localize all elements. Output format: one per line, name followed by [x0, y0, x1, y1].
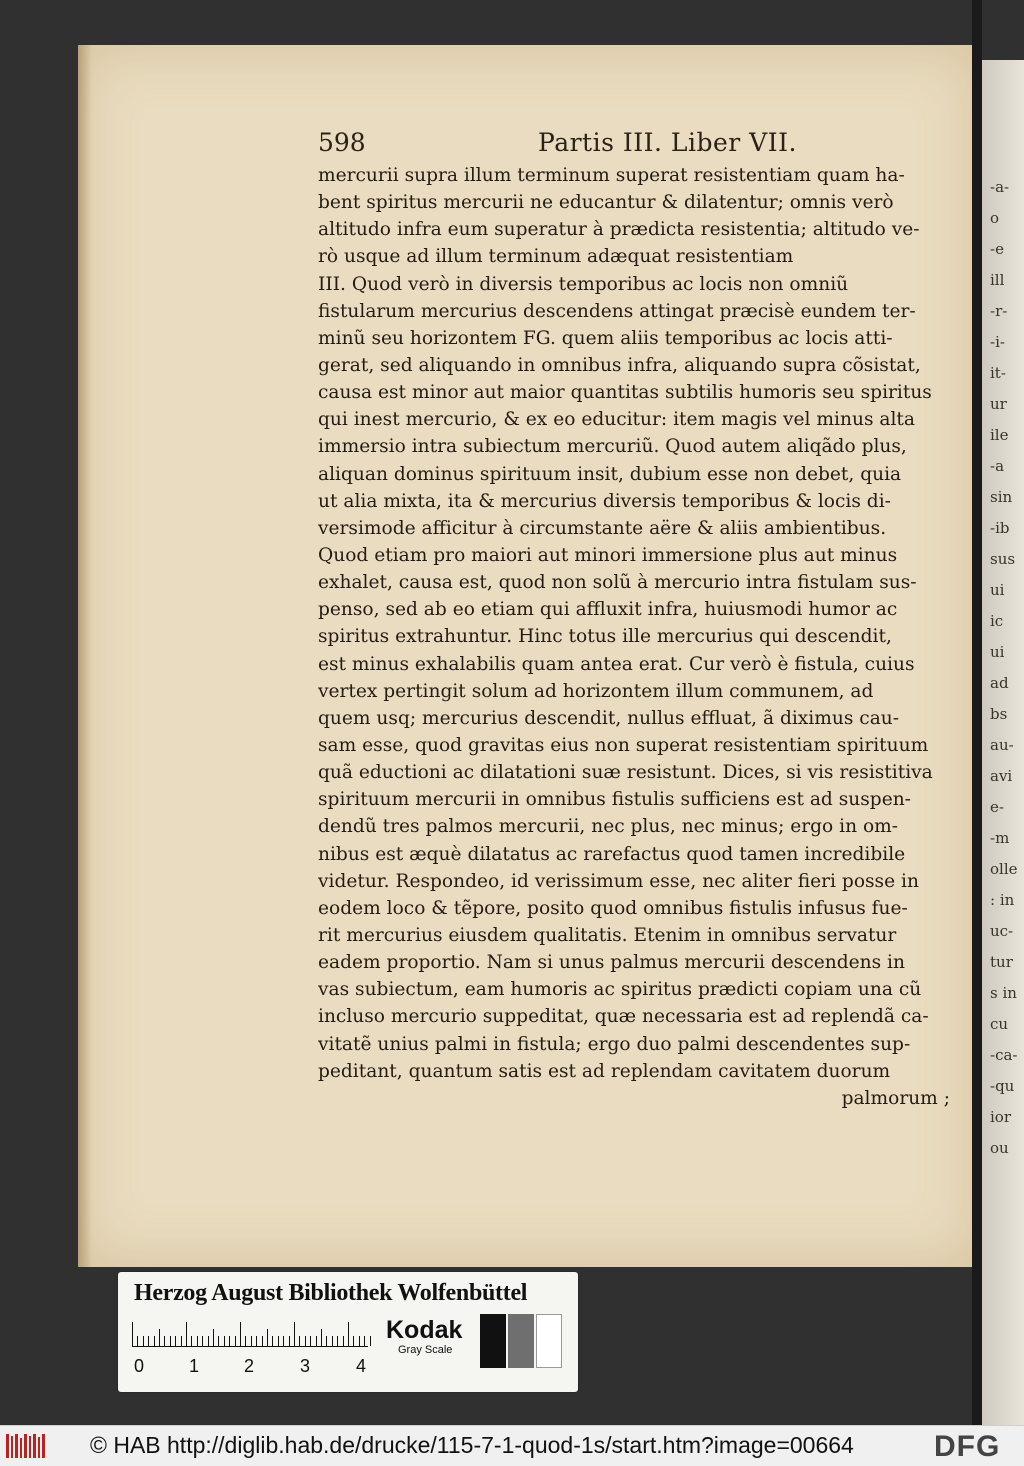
page-number: 598: [318, 128, 366, 157]
text-line: exhalet, causa est, quod non solũ à mercurio intra fistulam sus-: [318, 572, 917, 594]
ruler-tick: [359, 1336, 360, 1346]
text-line: spirituum mercurii in omnibus fistulis sufficiens est ad suspen-: [318, 789, 911, 811]
ruler-tick: [197, 1336, 198, 1346]
facing-page-text: ui: [990, 581, 1005, 599]
text-line: incluso mercurio suppeditat, quæ necessaria est ad replendã ca-: [318, 1006, 929, 1028]
text-line: III. Quod verò in diversis temporibus ac locis non omniũ: [318, 273, 849, 295]
ruler-tick: [181, 1336, 182, 1346]
text-line: Quod etiam pro maiori aut minori immersione plus aut minus: [318, 544, 898, 566]
ruler-tick: [235, 1336, 236, 1346]
facing-page-text: -e: [990, 240, 1004, 258]
facing-page-text: tur: [990, 953, 1013, 971]
text-line: vitatẽ unius palmi in fistula; ergo duo palmi descendentes sup-: [318, 1033, 911, 1055]
text-line: fistularum mercurius descendens attingat præcisè eundem ter-: [318, 300, 916, 322]
facing-page-text: ior: [990, 1108, 1011, 1126]
swatch-black: [480, 1314, 506, 1368]
facing-page-text: bs: [990, 705, 1008, 723]
text-line: est minus exhalabilis quam antea erat. Cur verò è fistula, cuius: [318, 653, 915, 675]
text-line: penso, sed ab eo etiam qui affluxit infra, huiusmodi humor ac: [318, 599, 898, 621]
ruler-tick: [224, 1336, 225, 1346]
facing-page-text: -ca-: [990, 1046, 1018, 1064]
catchword: palmorum ;: [841, 1087, 950, 1109]
text-line: videtur. Respondeo, id verissimum esse, nec aliter fieri posse in: [318, 870, 919, 892]
text-line: rò usque ad illum terminum adæquat resistentiam: [318, 246, 794, 268]
dfg-logo: DFG: [934, 1430, 1001, 1463]
ruler-tick: [364, 1336, 365, 1346]
ruler-tick: [132, 1322, 133, 1346]
facing-page-text: ui: [990, 643, 1005, 661]
facing-page-text: sus: [990, 550, 1016, 568]
facing-page-text: -a: [990, 457, 1005, 475]
page-edge: [78, 45, 92, 1267]
ruler-number: 2: [244, 1356, 255, 1376]
ruler-tick: [332, 1336, 333, 1346]
facing-page-text: ad: [990, 674, 1009, 692]
viewer-footer: [0, 1425, 1024, 1466]
ruler-tick: [299, 1336, 300, 1346]
ruler-tick: [267, 1329, 268, 1346]
text-line: sam esse, quod gravitas eius non superat resistentiam spirituum: [318, 734, 929, 756]
color-calibration-card: [118, 1272, 578, 1392]
facing-page-text: ur: [990, 395, 1007, 413]
book-binding: [972, 0, 982, 1425]
facing-page-text: -m: [990, 829, 1010, 847]
facing-page-text: -r-: [990, 302, 1008, 320]
ruler-tick: [175, 1336, 176, 1346]
ruler-tick: [245, 1336, 246, 1346]
text-line: quem usq; mercurius descendit, nullus effluat, ã diximus cau-: [318, 707, 900, 729]
ruler-tick: [159, 1329, 160, 1346]
ruler-tick: [191, 1336, 192, 1346]
ruler-tick: [240, 1322, 241, 1346]
ruler-tick: [370, 1336, 371, 1346]
ruler-tick: [305, 1336, 306, 1346]
text-line: qui inest mercurio, & ex eo educitur: item magis vel minus alta: [318, 409, 915, 431]
running-head: Partis III. Liber VII.: [538, 128, 797, 157]
facing-page-text: : in: [990, 891, 1015, 909]
body-text: [318, 162, 950, 1112]
ruler-number: 0: [134, 1356, 145, 1376]
ruler-tick: [164, 1336, 165, 1346]
ruler-tick: [272, 1336, 273, 1346]
text-line: nibus est æquè dilatatus ac rarefactus quod tamen incredibile: [318, 843, 906, 865]
ruler-tick: [316, 1336, 317, 1346]
ruler-tick: [337, 1336, 338, 1346]
text-line: causa est minor aut maior quantitas subtilis humoris seu spiritus: [318, 382, 932, 404]
ruler-tick: [251, 1336, 252, 1346]
ruler-tick: [326, 1336, 327, 1346]
ruler-tick: [143, 1336, 144, 1346]
ruler-tick: [229, 1336, 230, 1346]
institution-name: Herzog August Bibliothek Wolfenbüttel: [134, 1280, 528, 1306]
swatch-gray: [508, 1314, 534, 1368]
facing-page-text: au-: [990, 736, 1014, 754]
ruler-tick: [154, 1336, 155, 1346]
ruler-tick: [262, 1336, 263, 1346]
facing-page-text: ou: [990, 1139, 1009, 1157]
ruler-tick: [353, 1336, 354, 1346]
ruler-tick: [170, 1336, 171, 1346]
ruler-tick: [278, 1336, 279, 1346]
text-line: mercurii supra illum terminum superat resistentiam quam ha-: [318, 165, 905, 186]
text-line: ut alia mixta, ita & mercurius diversis temporibus & locis di-: [318, 490, 891, 512]
facing-page-text: it-: [990, 364, 1006, 382]
facing-page-fragment: [982, 60, 1024, 1425]
ruler-tick: [283, 1336, 284, 1346]
facing-page-text: -ib: [990, 519, 1010, 537]
facing-page-text: sin: [990, 488, 1013, 506]
ruler-tick: [256, 1336, 257, 1346]
facing-page-text: -qu: [990, 1077, 1015, 1095]
facing-page-text: s in: [990, 984, 1017, 1002]
facing-page-text: -i-: [990, 333, 1005, 351]
ruler-tick: [218, 1336, 219, 1346]
facing-page-text: e-: [990, 798, 1004, 816]
text-line: quã eductioni ac dilatationi suæ resistunt. Dices, si vis resistitiva: [318, 762, 933, 784]
text-line: gerat, sed aliquando in omnibus infra, aliquando supra cõsistat,: [318, 354, 921, 376]
ruler-tick: [289, 1336, 290, 1346]
text-line: peditant, quantum satis est ad replendam cavitatem duorum: [318, 1060, 891, 1082]
text-line: aliquan dominus spirituum insit, dubium esse non debet, quia: [318, 463, 902, 485]
ruler-number: 4: [356, 1356, 367, 1376]
source-url-link[interactable]: © HAB http://diglib.hab.de/drucke/115-7-1-quod-1s/start.htm?image=00664: [90, 1432, 854, 1458]
text-line: eadem proportio. Nam si unus palmus mercurii descendens in: [318, 952, 905, 974]
ruler-tick: [148, 1336, 149, 1346]
text-line: altitudo infra eum superatur à prædicta resistentia; altitudo ve-: [318, 219, 920, 241]
facing-page-text: -a-: [990, 178, 1010, 196]
ruler-tick: [186, 1322, 187, 1346]
text-line: spiritus extrahuntur. Hinc totus ille mercurius qui descendit,: [318, 626, 892, 648]
text-line: vas subiectum, eam humoris ac spiritus prædicti copiam una cũ: [318, 979, 922, 1001]
ruler-tick: [208, 1336, 209, 1346]
text-line: rit mercurius eiusdem qualitatis. Etenim in omnibus servatur: [318, 924, 897, 946]
facing-page-text: olle: [990, 860, 1018, 878]
facing-page-text: avi: [990, 767, 1013, 785]
gray-scale-label: Gray Scale: [398, 1344, 453, 1356]
text-line: versimode afficitur à circumstante aëre & aliis ambientibus.: [318, 517, 887, 539]
ruler-tick: [294, 1322, 295, 1346]
facing-page-text: cu: [990, 1015, 1009, 1033]
barcode-icon: [6, 1434, 48, 1458]
facing-page-text: ile: [990, 426, 1009, 444]
ruler-tick: [310, 1336, 311, 1346]
ruler-number: 3: [300, 1356, 311, 1376]
facing-page-text: uc-: [990, 922, 1014, 940]
ruler-tick: [137, 1336, 138, 1346]
kodak-logo: Kodak: [386, 1316, 463, 1344]
ruler-tick: [213, 1329, 214, 1346]
measurement-ruler: [132, 1320, 368, 1347]
ruler-tick: [321, 1329, 322, 1346]
ruler-tick: [348, 1322, 349, 1346]
ruler-number: 1: [189, 1356, 200, 1376]
text-line: bent spiritus mercurii ne educantur & dilatentur; omnis verò: [318, 192, 894, 214]
text-line: immersio intra subiectum mercuriũ. Quod autem aliqãdo plus,: [318, 436, 907, 458]
facing-page-text: ill: [990, 271, 1005, 289]
text-line: vertex pertingit solum ad horizontem illum communem, ad: [318, 680, 874, 702]
swatch-white: [536, 1314, 562, 1368]
text-line: dendũ tres palmos mercurii, nec plus, nec minus; ergo in om-: [318, 816, 899, 838]
ruler-tick: [343, 1336, 344, 1346]
text-line: eodem loco & tẽpore, posito quod omnibus fistulis infusus fue-: [318, 897, 908, 919]
ruler-tick: [202, 1336, 203, 1346]
facing-page-text: ic: [990, 612, 1004, 630]
text-line: minũ seu horizontem FG. quem aliis temporibus ac locis atti-: [318, 327, 893, 349]
facing-page-text: o: [990, 209, 1000, 227]
